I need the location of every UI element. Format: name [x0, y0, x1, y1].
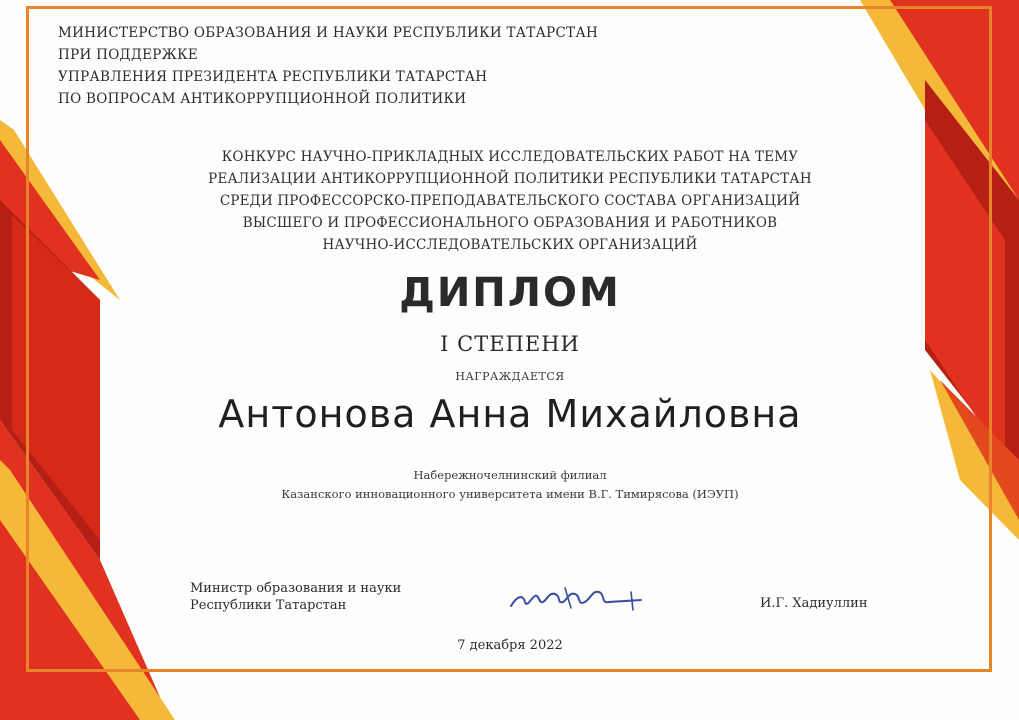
contest-description: [180, 146, 840, 256]
issuer-block: [58, 22, 618, 110]
contest-line: СРЕДИ ПРОФЕССОРСКО-ПРЕПОДАВАТЕЛЬСКОГО СОСТАВА ОРГАНИЗАЦИЙ: [219, 193, 801, 209]
awarded-label: НАГРАЖДАЕТСЯ: [455, 370, 565, 383]
contest-line: КОНКУРС НАУЧНО-ПРИКЛАДНЫХ ИССЛЕДОВАТЕЛЬСКИХ РАБОТ НА ТЕМУ: [221, 149, 799, 165]
institution-line: Казанского инновационного университета имени В.Г. Тимирясова (ИЭУП): [281, 487, 739, 501]
contest-line: НАУЧНО-ИССЛЕДОВАТЕЛЬСКИХ ОРГАНИЗАЦИЙ: [322, 237, 698, 253]
signatory-position: [190, 580, 401, 614]
signature-icon: [505, 578, 645, 618]
contest-line: РЕАЛИЗАЦИИ АНТИКОРРУПЦИОННОЙ ПОЛИТИКИ РЕСПУБЛИКИ ТАТАРСТАН: [208, 171, 812, 187]
issuer-line: МИНИСТЕРСТВО ОБРАЗОВАНИЯ И НАУКИ РЕСПУБЛИКИ ТАТАРСТАН: [58, 25, 599, 41]
institution-line: Набережночелнинский филиал: [413, 468, 607, 482]
position-line: Республики Татарстан: [190, 598, 347, 613]
issuer-line: УПРАВЛЕНИЯ ПРЕЗИДЕНТА РЕСПУБЛИКИ ТАТАРСТАН: [58, 69, 488, 85]
issuer-line: ПРИ ПОДДЕРЖКЕ: [58, 47, 199, 63]
issue-date: 7 декабря 2022: [457, 638, 563, 653]
issuer-line: ПО ВОПРОСАМ АНТИКОРРУПЦИОННОЙ ПОЛИТИКИ: [58, 91, 467, 107]
institution-block: [200, 466, 820, 504]
diploma-degree: I СТЕПЕНИ: [440, 332, 580, 356]
diploma-title: ДИПЛОМ: [399, 270, 621, 316]
recipient-name: Антонова Анна Михайловна: [218, 392, 802, 436]
signatory-name: И.Г. Хадиуллин: [760, 596, 868, 611]
position-line: Министр образования и науки: [190, 581, 402, 596]
contest-line: ВЫСШЕГО И ПРОФЕССИОНАЛЬНОГО ОБРАЗОВАНИЯ И РАБОТНИКОВ: [242, 215, 778, 231]
